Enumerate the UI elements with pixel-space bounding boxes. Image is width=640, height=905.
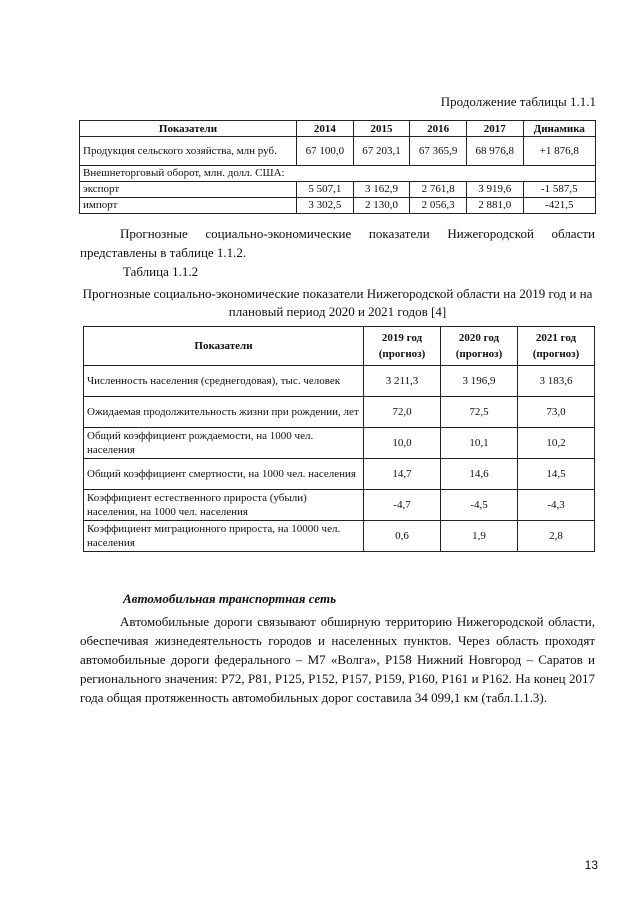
table-row: [80, 182, 596, 198]
table-header-row: [84, 327, 595, 366]
table-row: [84, 428, 595, 459]
table-cell: 10,0: [364, 428, 441, 459]
header-cell: 2017: [466, 121, 523, 137]
table-cell: 73,0: [518, 397, 595, 428]
row-label: Общий коэффициент рождаемости, на 1000 чел. населения: [84, 428, 364, 459]
row-label: Продукция сельского хозяйства, млн руб.: [80, 137, 297, 166]
table-caption: Прогнозные социально-экономические показатели Нижегородской области на 2019 год и на плановый период 2020 и 2021 годов [4]: [82, 286, 593, 319]
table-row: [84, 490, 595, 521]
table-row: [80, 137, 596, 166]
table-cell: 1,9: [441, 521, 518, 552]
table-row: [84, 459, 595, 490]
table-row: [80, 198, 596, 214]
header-cell: Динамика: [523, 121, 596, 137]
table-cell: 2 761,8: [410, 182, 467, 198]
table-cell: 72,5: [441, 397, 518, 428]
table-cell: 2 130,0: [353, 198, 410, 214]
table-cell: 2 056,3: [410, 198, 467, 214]
row-label: Ожидаемая продолжительность жизни при рождении, лет: [84, 397, 364, 428]
table-cell: 0,6: [364, 521, 441, 552]
table-cell: 3 162,9: [353, 182, 410, 198]
table-cell: 2 881,0: [466, 198, 523, 214]
table-cell: 5 507,1: [297, 182, 354, 198]
header-cell: 2020 год (прогноз): [441, 327, 518, 366]
table-cell: 14,5: [518, 459, 595, 490]
agriculture-trade-table: [79, 120, 596, 214]
row-label: Коэффициент миграционного прироста, на 10000 чел. населения: [84, 521, 364, 552]
section-label: Внешнеторговый оборот, млн. долл. США:: [80, 166, 596, 182]
page-number: 13: [584, 858, 598, 872]
table-cell: 3 211,3: [364, 366, 441, 397]
header-cell: Показатели: [84, 327, 364, 366]
table-cell: 3 196,9: [441, 366, 518, 397]
row-label: импорт: [80, 198, 297, 214]
row-label: Коэффициент естественного прироста (убыли) населения, на 1000 чел. населения: [84, 490, 364, 521]
row-label: Общий коэффициент смертности, на 1000 чел. населения: [84, 459, 364, 490]
table-cell: -4,7: [364, 490, 441, 521]
table-cell: -1 587,5: [523, 182, 596, 198]
table-section-row: [80, 166, 596, 182]
table-cell: +1 876,8: [523, 137, 596, 166]
table-cell: 14,6: [441, 459, 518, 490]
header-cell: 2021 год (прогноз): [518, 327, 595, 366]
table-cell: -4,5: [441, 490, 518, 521]
table-cell: 67 100,0: [297, 137, 354, 166]
header-cell: 2016: [410, 121, 467, 137]
table-cell: 67 365,9: [410, 137, 467, 166]
table-cell: 68 976,8: [466, 137, 523, 166]
table-cell: 10,2: [518, 428, 595, 459]
table-cell: 3 183,6: [518, 366, 595, 397]
table-cell: 2,8: [518, 521, 595, 552]
intro-paragraph: Прогнозные социально-экономические показатели Нижегородской области представлены в таблице 1.1.2.: [80, 226, 595, 260]
table-header-row: [80, 121, 596, 137]
section-heading: Автомобильная транспортная сеть: [123, 591, 337, 606]
table-cell: 3 919,6: [466, 182, 523, 198]
table-cell: 14,7: [364, 459, 441, 490]
table-cell: 67 203,1: [353, 137, 410, 166]
header-cell: Показатели: [80, 121, 297, 137]
table-row: [84, 397, 595, 428]
row-label: Численность населения (среднегодовая), тыс. человек: [84, 366, 364, 397]
section-paragraph: Автомобильные дороги связывают обширную территорию Нижегородской области, обеспечивая жизнедеятельность городов и населенных пунктов. Через область проходят автомобильные дороги федерального – М7 «Волга», Р158 Нижний Новгород – Саратов и регионального значения: Р72, Р81, Р125, Р152, Р157, Р159, Р160, Р161 и Р162. На конец 2017 года общая протяженность автомобильных дорог составила 34 099,1 км (табл.1.1.3).: [80, 614, 595, 705]
table-cell: 3 302,5: [297, 198, 354, 214]
header-cell: 2014: [297, 121, 354, 137]
row-label: экспорт: [80, 182, 297, 198]
table-row: [84, 366, 595, 397]
table-row: [84, 521, 595, 552]
table-cell: 10,1: [441, 428, 518, 459]
table-continuation-label: Продолжение таблицы 1.1.1: [440, 94, 596, 109]
header-cell: 2019 год (прогноз): [364, 327, 441, 366]
table-cell: -4,3: [518, 490, 595, 521]
header-cell: 2015: [353, 121, 410, 137]
table-label: Таблица 1.1.2: [123, 264, 199, 279]
table-cell: -421,5: [523, 198, 596, 214]
forecast-table: [83, 326, 595, 552]
table-cell: 72,0: [364, 397, 441, 428]
